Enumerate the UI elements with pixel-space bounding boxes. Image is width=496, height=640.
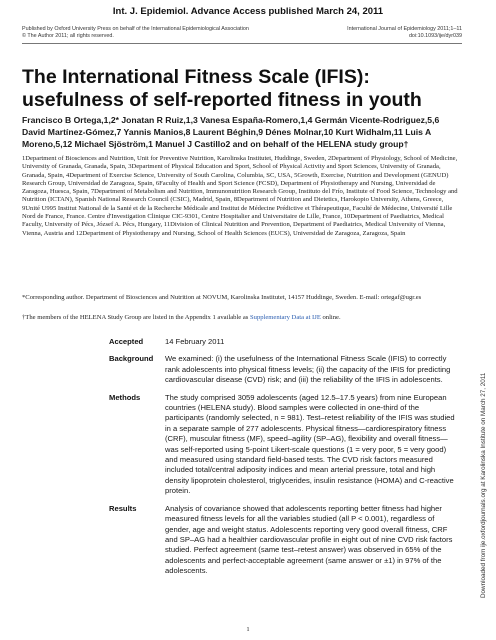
abstract-background xyxy=(109,354,457,385)
abstract-methods-text: The study comprised 3059 adolescents (aged 12.5–17.5 years) from nine European countries (HELENA study). Blood samples were collected in one-third of the participants (randomly selected, n = 981). Test–retest reliability of the IFIS was studied in a separate sample of 277 adolescents. Physical fitness—cardiorespiratory fitness (CRF), muscular fitness (MF), speed–agility (SP–AG), flexibility and overall fitness—was self-reported using 5-point Likert-scale questions (1 = very poor, 5 = very good) and measured using standard field-based tests. The CVD risk factors measured included total/central adiposity indices and mean arterial pressure, total and high density lipoprotein cholesterol, triglycerides, insulin resistance (HOMA) and C-reactive protein. xyxy=(165,392,455,496)
abstract-results xyxy=(109,504,457,577)
correspondence-note: *Corresponding author. Department of Biosciences and Nutrition at NOVUM, Karolinska Institutet, 14157 Huddinge, Sweden. E-mail: ortegaf@ugr.es xyxy=(22,294,422,301)
abstract-accepted-label: Accepted xyxy=(109,337,144,346)
doi-line: doi:10.1093/ije/dyr039 xyxy=(408,33,462,39)
helena-note-text: †The members of the HELENA Study Group are listed in the Appendix 1 available as xyxy=(22,314,250,321)
header-line-2 xyxy=(22,33,462,40)
abstract-background-label: Background xyxy=(109,354,154,364)
abstract-accepted xyxy=(109,337,457,347)
affiliations: 1Department of Biosciences and Nutrition, Unit for Preventive Nutrition, Karolinska Institutet, Huddinge, Sweden, 2Department of Physiology, School of Medicine, University of Granada, Granada, Spain, 3Department of Physical Education and Sport, School of Physical Activity and Sport Sciences, University of Granada, Granada, Spain, 4Department of Exercise Science, University of South Carolina, Columbia, SC, USA, 5Growth, Exercise, Nutrition and Development (GENUD) Research Group, Universidad de Zaragoza, Spain, 6Faculty of Health and Sport Science (FCSD), Department of Physiotherapy and Nursing, Universidad de Zaragoza, Huesca, Spain, 7Department of Metabolism and Nutrition, Immunonutrition Research Group, Instituto del Frío, Institute of Food Science, Technology and Nutrition (ICTAN), Spanish National Research Council (CSIC), Madrid, Spain, 8Department of Nutrition and Dietetics, Harokopio University, Athens, Greece, 9Unité U995 Institut National de la Santé et de la Recherche Médicale and Institut de Médecine Prédictive et Thérapeutique, Faculté de Médecine, Université Lille Nord de France, France. Centre d'Investigation Clinique CIC-9301, Centre Hospitalier and Universitaire de Lille, France, 10Department of Paediatrics, Medical Faculty, University of Pécs, József A. Pécs, Hungary, 11Division of Clinical Nutrition and Prevention, Department of Paediatrics, Medical University of Vienna, Vienna, Austria and 12Department of Physiotherapy and Nursing, School of Health Sciences (EUCS), Universidad de Zaragoza, Zaragoza, Spain xyxy=(22,155,458,237)
advance-access-banner: Int. J. Epidemiol. Advance Access published March 24, 2011 xyxy=(112,6,384,17)
helena-group-note xyxy=(22,314,462,322)
article-title: The International Fitness Scale (IFIS): usefulness of self-reported fitness in youth xyxy=(22,66,422,111)
page-number: 1 xyxy=(246,626,250,633)
header-rule xyxy=(22,43,462,44)
helena-note-tail: online. xyxy=(320,314,341,321)
journal-line: International Journal of Epidemiology 2011;1–11 xyxy=(347,26,462,32)
copyright-line: © The Author 2011; all rights reserved. xyxy=(22,33,114,39)
abstract-methods-label: Methods xyxy=(109,392,141,402)
download-side-note: Downloaded from ije.oxfordjournals.org at Karolinska Institute on March 27, 2011 xyxy=(480,372,487,598)
supplementary-data-link[interactable]: Supplementary Data at IJE xyxy=(249,314,321,321)
abstract xyxy=(109,337,457,584)
abstract-methods xyxy=(109,393,457,497)
author-list: Francisco B Ortega,1,2* Jonatan R Ruiz,1,3 Vanesa España-Romero,1,4 Germán Vicente-Rodriguez,5,6 David Martínez-Gómez,7 Yannis Manios,8 Laurent Béghin,9 Dénes Molnar,10 Kurt Widhalm,11 Luis A Moreno,5,12 Michael Sjöström,1 Manuel J Castillo2 and on behalf of the HELENA study group† xyxy=(22,115,440,149)
abstract-accepted-date: 14 February 2011 xyxy=(165,337,225,346)
abstract-results-text: Analysis of covariance showed that adolescents reporting better fitness had higher measured fitness levels for all the variables studied (all P < 0.001), regardless of gender, age and weight status. Adolescents reporting very good overall fitness, CRF and SP–AG had a healthier cardiovascular profile in eight out of nine CVD risk factors studied. Perfect agreement (same test–retest answer) was observed in 65% of the adolescents and perfect-acceptable agreement (same answer or ±1) in 97% of the adolescents. xyxy=(165,503,453,576)
header-line-1 xyxy=(22,26,462,33)
publisher-line: Published by Oxford University Press on behalf of the International Epidemiological Association xyxy=(22,26,249,32)
abstract-background-text: We examined: (i) the usefulness of the International Fitness Scale (IFIS) to correctly rank adolescents into physical fitness levels; (ii) the capacity of the IFIS for predicting cardiovascular disease (CVD) risk; and (iii) the reliability of the IFIS in adolescents. xyxy=(165,354,451,385)
abstract-results-label: Results xyxy=(109,503,137,513)
